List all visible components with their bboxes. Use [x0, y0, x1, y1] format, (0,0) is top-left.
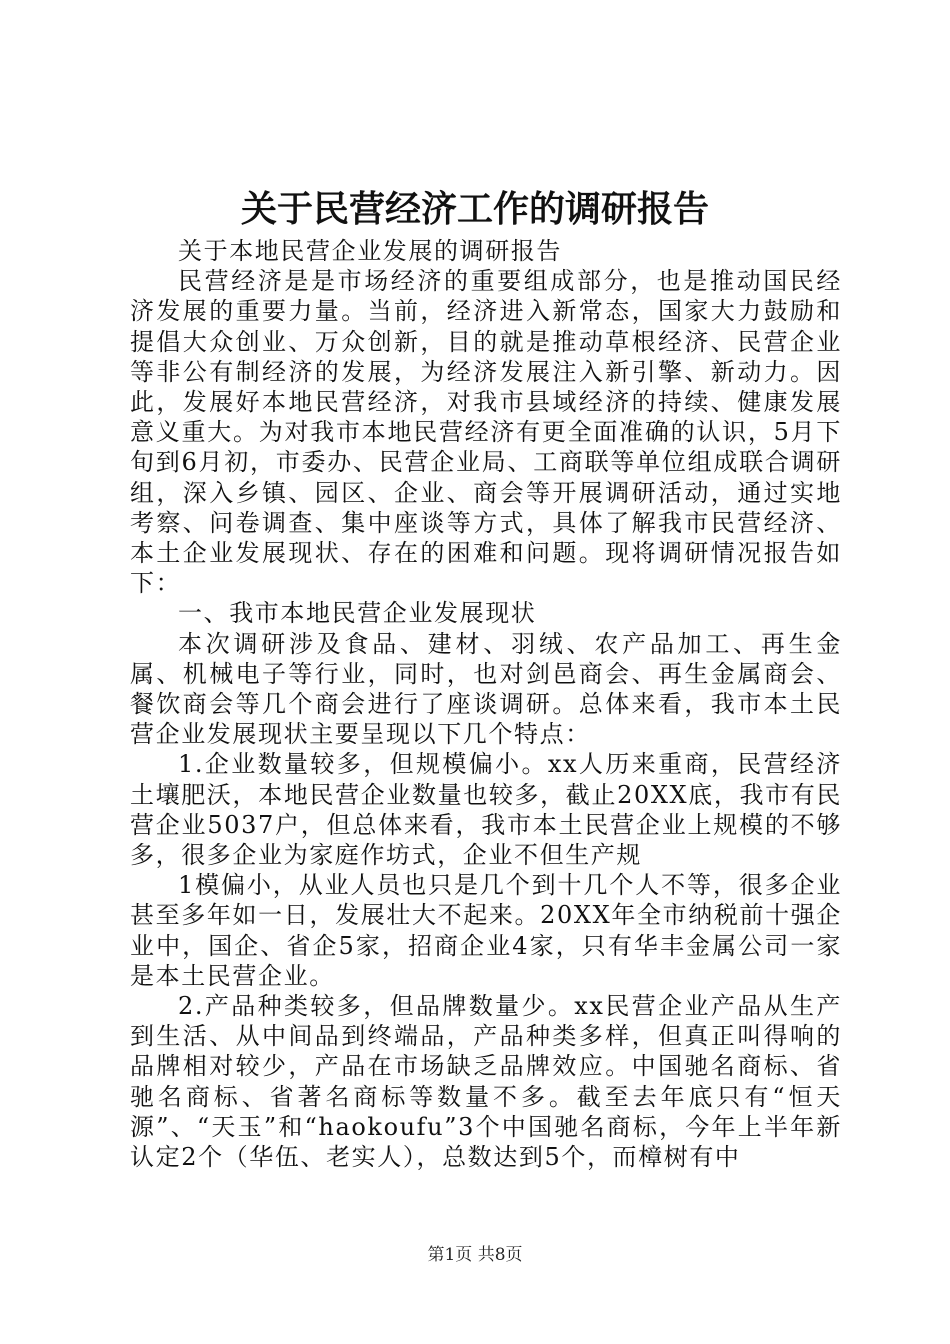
- paragraph-point-2: 2.产品种类较多，但品牌数量少。xx民营企业产品从生产到生活、从中间品到终端品，产品种类多样，但真正叫得响的品牌相对较少，产品在市场缺乏品牌效应。中国驰名商标、省驰名商标、省著名商标等数量不多。截至去年底只有“恒天源”、“天玉”和“haokoufu”3个中国驰名商标，今年上半年新认定2个（华伍、老实人），总数达到5个，而樟树有中: [130, 992, 842, 1172]
- paragraph-point-1: 1.企业数量较多，但规模偏小。xx人历来重商，民营经济土壤肥沃，本地民营企业数量也较多，截止20XX底，我市有民营企业5037户，但总体来看，我市本土民营企业上规模的不够多，很多企业为家庭作坊式，企业不但生产规: [130, 750, 842, 870]
- paragraph-intro: 民营经济是是市场经济的重要组成部分，也是推动国民经济发展的重要力量。当前，经济进入新常态，国家大力鼓励和提倡大众创业、万众创新，目的就是推动草根经济、民营企业等非公有制经济的发展，为经济发展注入新引擎、新动力。因此，发展好本地民营经济，对我市县域经济的持续、健康发展意义重大。为对我市本地民营经济有更全面准确的认识，5月下旬到6月初，市委办、民营企业局、工商联等单位组成联合调研组，深入乡镇、园区、企业、商会等开展调研活动，通过实地考察、问卷调查、集中座谈等方式，具体了解我市民营经济、本土企业发展现状、存在的困难和问题。现将调研情况报告如下：: [130, 267, 842, 598]
- page-number: 第1页 共8页: [427, 1245, 523, 1265]
- document-title: 关于民营经济工作的调研报告: [240, 188, 709, 230]
- document-body: [130, 236, 842, 1172]
- paragraph-survey-scope: 本次调研涉及食品、建材、羽绒、农产品加工、再生金属、机械电子等行业，同时，也对剑邑商会、再生金属商会、餐饮商会等几个商会进行了座谈调研。总体来看，我市本土民营企业发展现状主要呈现以下几个特点：: [130, 629, 842, 749]
- paragraph-subtitle: 关于本地民营企业发展的调研报告: [178, 237, 562, 265]
- section-heading: 一、我市本地民营企业发展现状: [178, 599, 537, 628]
- paragraph-point-1-continued: 1模偏小，从业人员也只是几个到十几个人不等，很多企业甚至多年如一日，发展壮大不起来。20XX年全市纳税前十强企业中，国企、省企5家，招商企业4家，只有华丰金属公司一家是本土民营企业。: [130, 871, 842, 990]
